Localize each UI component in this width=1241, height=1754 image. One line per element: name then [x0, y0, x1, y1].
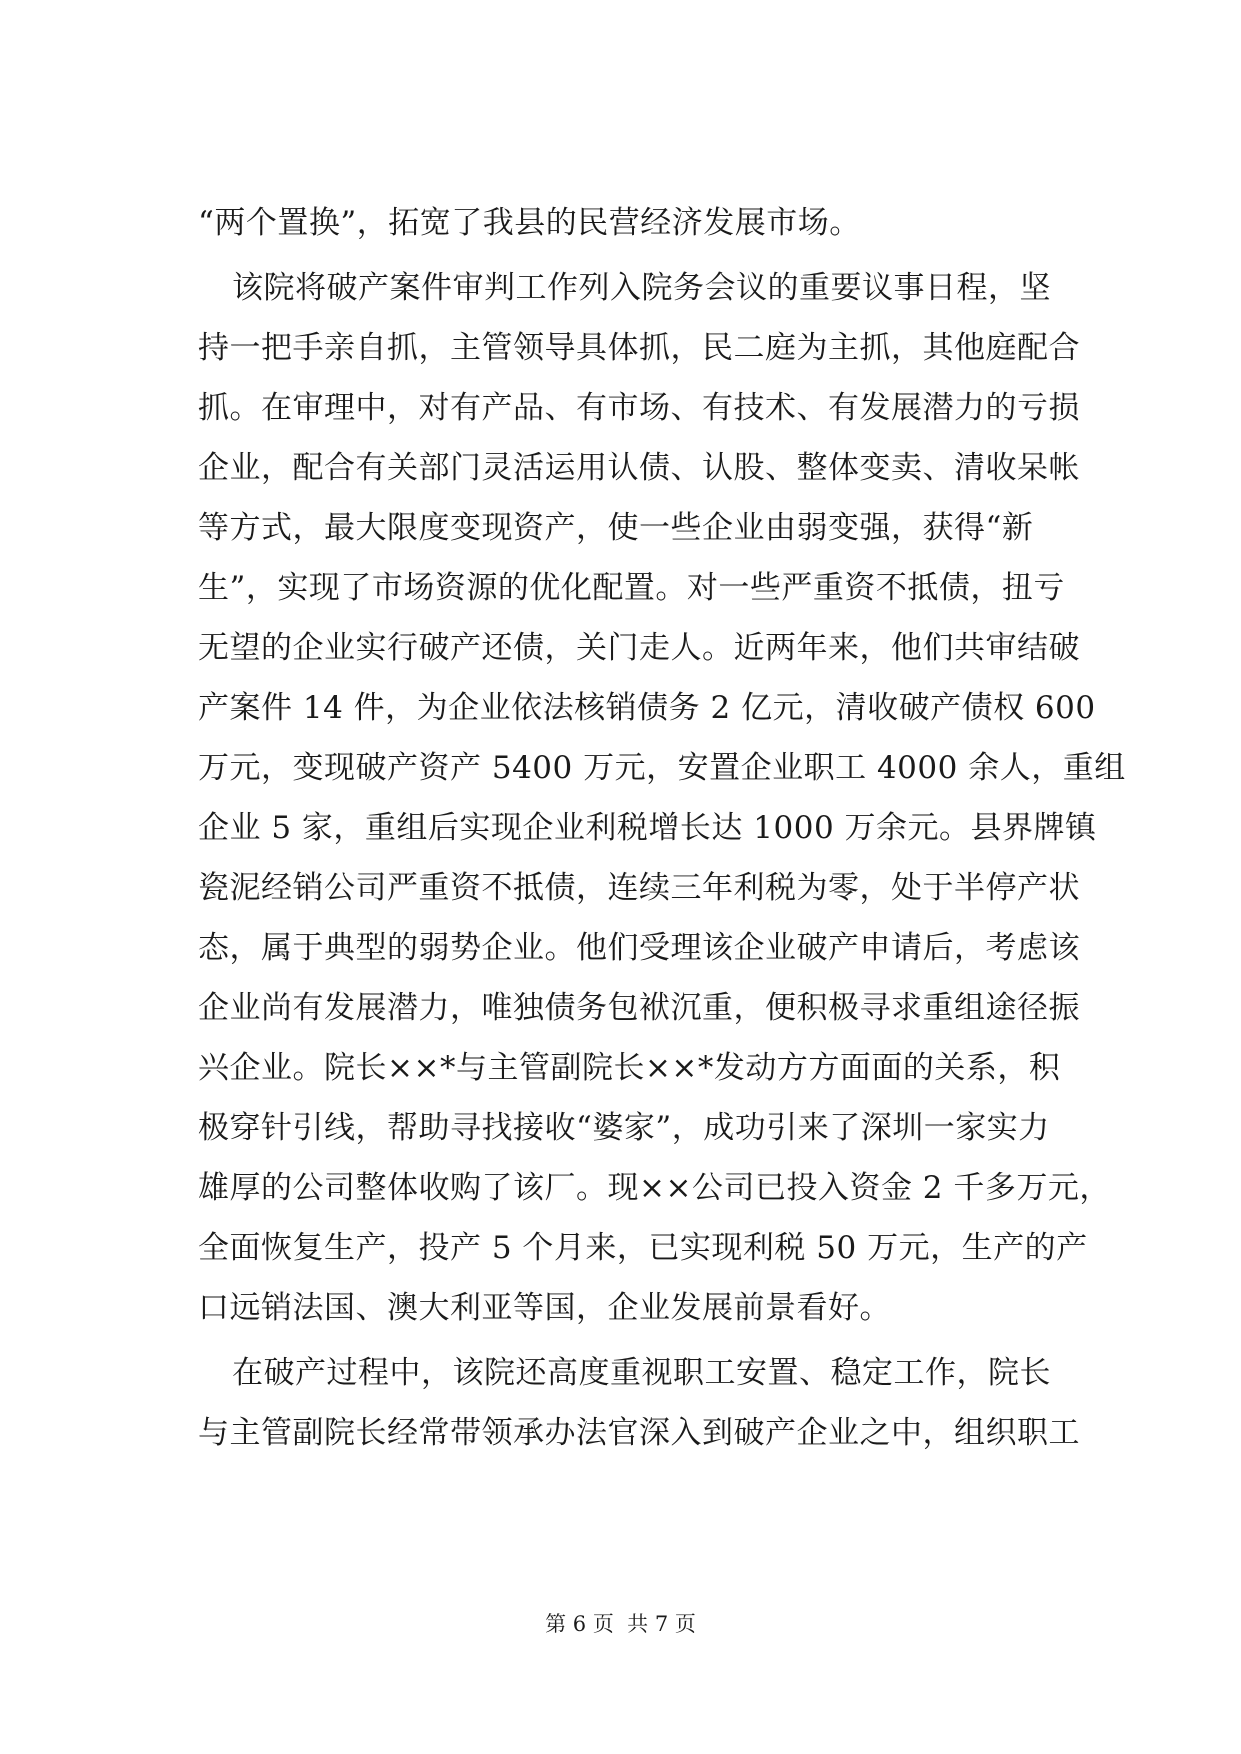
- text-line: 企业尚有发展潜力，唯独债务包袱沉重，便积极寻求重组途径振: [198, 990, 1080, 1026]
- text-line: 企业，配合有关部门灵活运用认债、认股、整体变卖、清收呆帐: [198, 450, 1080, 486]
- text-line: 产案件 14 件，为企业依法核销债务 2 亿元，清收破产债权 600: [198, 690, 1096, 726]
- text-line: 无望的企业实行破产还债，关门走人。近两年来，他们共审结破: [198, 630, 1080, 666]
- text-line: 万元，变现破产资产 5400 万元，安置企业职工 4000 余人，重组: [198, 750, 1126, 786]
- text-line: 兴企业。院长××*与主管副院长××*发动方方面面的关系，积: [198, 1050, 1061, 1086]
- text-line: 与主管副院长经常带领承办法官深入到破产企业之中，组织职工: [198, 1415, 1080, 1451]
- text-line: 企业 5 家，重组后实现企业利税增长达 1000 万余元。县界牌镇: [198, 810, 1097, 846]
- text-line: 生”，实现了市场资源的优化配置。对一些严重资不抵债，扭亏: [198, 570, 1065, 606]
- paragraph-start-line: 该院将破产案件审判工作列入院务会议的重要议事日程，坚: [232, 270, 1051, 306]
- paragraph-start-line: 在破产过程中，该院还高度重视职工安置、稳定工作，院长: [232, 1355, 1051, 1391]
- text-line: 态，属于典型的弱势企业。他们受理该企业破产申请后，考虑该: [198, 930, 1080, 966]
- text-line: 雄厚的公司整体收购了该厂。现××公司已投入资金 2 千多万元，: [198, 1170, 1111, 1206]
- text-line: 抓。在审理中，对有产品、有市场、有技术、有发展潜力的亏损: [198, 390, 1080, 426]
- text-line: 等方式，最大限度变现资产，使一些企业由弱变强，获得“新: [198, 510, 1034, 546]
- text-line: 全面恢复生产，投产 5 个月来，已实现利税 50 万元，生产的产: [198, 1230, 1088, 1266]
- text-line: 持一把手亲自抓，主管领导具体抓，民二庭为主抓，其他庭配合: [198, 330, 1080, 366]
- page-number-footer: 第 6 页 共 7 页: [545, 1612, 696, 1636]
- text-line: 极穿针引线，帮助寻找接收“婆家”，成功引来了深圳一家实力: [198, 1110, 1050, 1146]
- text-line: 口远销法国、澳大利亚等国，企业发展前景看好。: [198, 1290, 891, 1326]
- text-line: 瓷泥经销公司严重资不抵债，连续三年利税为零，处于半停产状: [198, 870, 1080, 906]
- text-line: “两个置换”，拓宽了我县的民营经济发展市场。: [198, 205, 861, 241]
